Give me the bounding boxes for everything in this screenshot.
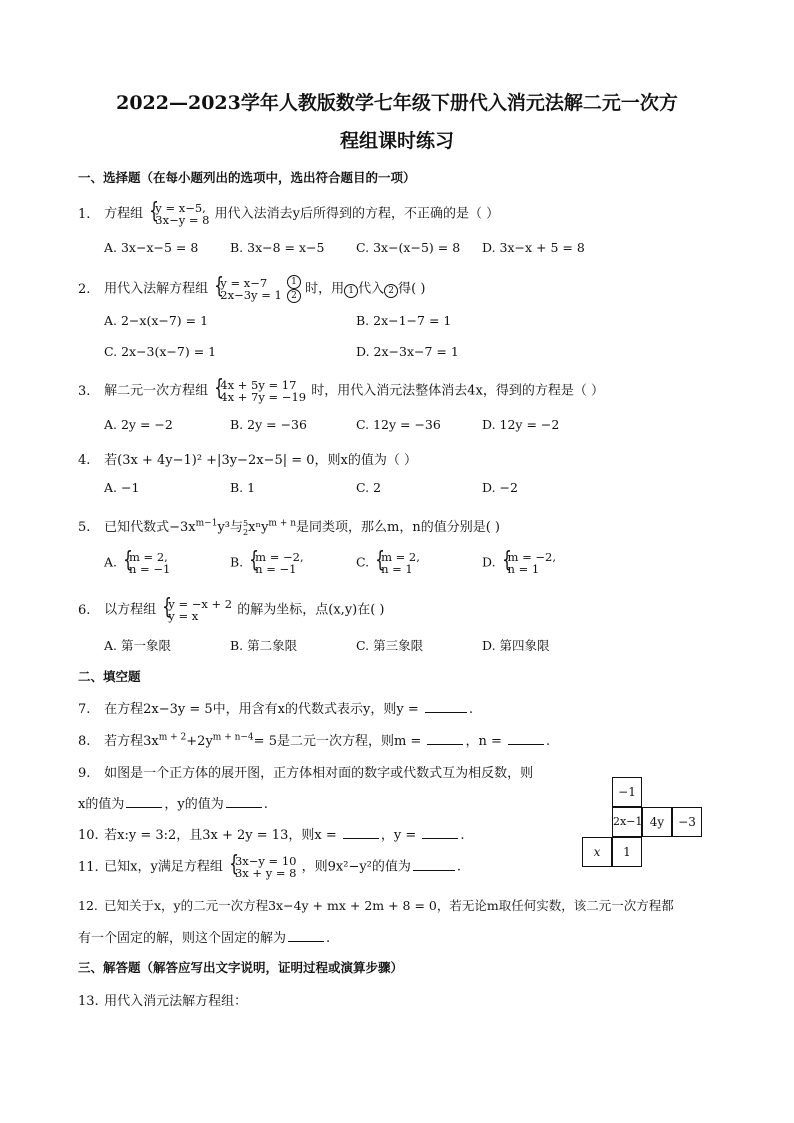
option-b[interactable]: [230, 551, 305, 575]
answer-blank[interactable]: [422, 827, 458, 839]
question-text: 已知代数式−3x: [104, 520, 196, 535]
equation: 3x−y = 8: [155, 213, 210, 227]
answer-blank[interactable]: [288, 930, 324, 942]
question-text: .: [326, 931, 331, 946]
question-4: [78, 449, 417, 468]
section-heading-fill: 二、填空题: [78, 669, 141, 684]
equation: n = 1: [507, 562, 540, 576]
option-a[interactable]: A. −1: [104, 480, 140, 495]
question-1: [78, 202, 499, 226]
circled-number: 1: [287, 275, 301, 289]
equation: { 3x−y = 10: [234, 854, 297, 868]
equation-system: [500, 551, 556, 575]
answer-blank[interactable]: [508, 733, 544, 745]
question-text: .: [468, 702, 473, 717]
equation: n = −1: [129, 562, 171, 576]
question-number: 4.: [78, 453, 91, 468]
option-d[interactable]: D. 第四象限: [482, 638, 550, 653]
option-b[interactable]: B. 1: [230, 480, 256, 495]
circled-number: 2: [384, 284, 398, 298]
question-3: [78, 379, 604, 403]
equation: { 4x + 5y = 17: [220, 378, 297, 392]
question-text: = 5是二元一次方程，则m =: [253, 734, 426, 749]
option-c[interactable]: C. 2x−3(x−7) = 1: [104, 344, 217, 359]
question-text: 时，用: [305, 281, 345, 297]
question-text: ，y =: [380, 828, 421, 843]
question-9: [78, 762, 533, 781]
question-8: [78, 730, 550, 749]
question-12: [78, 896, 674, 914]
question-text: xⁿy: [248, 520, 269, 535]
question-number: 6.: [78, 602, 91, 618]
circled-number: 1: [344, 284, 358, 298]
question-5: [78, 516, 500, 537]
option-a[interactable]: [104, 551, 171, 575]
answer-blank[interactable]: [413, 859, 455, 871]
option-label: D.: [482, 554, 496, 570]
question-12-line2: [78, 927, 330, 946]
question-number: 8.: [78, 734, 91, 749]
answer-blank[interactable]: [226, 796, 262, 808]
equation-system: [160, 598, 232, 622]
page-title-line2: 程组课时练习: [339, 130, 454, 152]
exponent: m−1: [195, 518, 218, 529]
equation-system: [212, 379, 306, 403]
net-cell: −3: [672, 807, 702, 837]
equation-system: [227, 855, 297, 879]
question-text: 方程组: [104, 206, 144, 222]
question-text: 用代入法解方程组: [104, 281, 209, 297]
equation-system: [212, 277, 282, 301]
equation: 4x + 7y = −19: [220, 390, 307, 404]
exponent: m + n: [268, 518, 297, 529]
question-text: ，y的值为: [164, 797, 224, 812]
exponent: m + 2: [158, 732, 187, 743]
option-c[interactable]: [356, 551, 421, 575]
equation: { m = 2,: [129, 550, 168, 564]
question-number: 10.: [78, 828, 99, 843]
question-text: 以方程组: [104, 602, 157, 618]
option-a[interactable]: A. 2y = −2: [104, 417, 173, 432]
question-number: 1.: [78, 206, 91, 222]
question-text: .: [545, 734, 551, 749]
option-a[interactable]: A. 3x−x−5 = 8: [104, 240, 199, 255]
question-text: .: [456, 859, 462, 875]
question-text: y³与: [217, 520, 244, 535]
option-d[interactable]: D. 2x−3x−7 = 1: [356, 344, 459, 359]
option-a[interactable]: A. 第一象限: [104, 638, 171, 653]
question-text: 在方程2x−3y = 5中，用含有x的代数式表示y，则y =: [104, 702, 423, 717]
option-b[interactable]: B. 第二象限: [230, 638, 298, 653]
question-text: 代入: [358, 281, 385, 297]
equation: { y = x−5,: [155, 201, 206, 215]
option-b[interactable]: B. 2y = −36: [230, 417, 307, 432]
section-heading-answer: 三、解答题（解答应写出文字说明，证明过程或演算步骤）: [78, 960, 404, 975]
answer-blank[interactable]: [343, 827, 379, 839]
net-cell: 4y: [642, 807, 672, 837]
equation: 3x + y = 8: [234, 866, 297, 880]
option-c[interactable]: C. 3x−(x−5) = 8: [356, 240, 461, 255]
question-10: [78, 824, 465, 843]
option-a[interactable]: A. 2−x(x−7) = 1: [104, 313, 209, 328]
question-text: 用代入消元法解方程组：: [104, 994, 248, 1009]
question-2: [78, 275, 425, 303]
option-d[interactable]: D. −2: [482, 480, 518, 495]
option-c[interactable]: C. 12y = −36: [356, 417, 441, 432]
question-text: ，则9x²−y²的值为: [301, 859, 411, 875]
question-11: [78, 855, 461, 879]
equation: y = x: [168, 609, 199, 623]
question-text: 用代入法消去y后所得到的方程，不正确的是（ ）: [214, 206, 500, 222]
question-text: 若(3x + 4y−1)² +|3y−2x−5| = 0，则x的值为（ ）: [104, 453, 417, 468]
question-9-line2: [78, 793, 268, 812]
question-text: x的值为: [78, 797, 125, 812]
question-text: .: [460, 828, 465, 843]
question-number: 5.: [78, 520, 91, 535]
question-number: 7.: [78, 702, 91, 717]
circled-number: 2: [287, 289, 301, 303]
question-text: 是同类项，那么m，n的值分别是( ): [296, 520, 500, 535]
question-number: 3.: [78, 383, 91, 399]
option-b[interactable]: B. 3x−8 = x−5: [230, 240, 325, 255]
question-number: 13.: [78, 994, 99, 1009]
option-b[interactable]: B. 2x−1−7 = 1: [356, 313, 452, 328]
equation-system: [373, 551, 420, 575]
option-d[interactable]: D. 12y = −2: [482, 417, 560, 432]
equation: { y = −x + 2: [168, 597, 233, 611]
question-number: 12.: [78, 898, 98, 913]
question-text: +2y: [186, 734, 213, 749]
equation: { m = −2,: [507, 550, 557, 564]
option-label: B.: [230, 554, 244, 570]
exponent: m + n−4: [212, 732, 254, 743]
question-text: 已知x，y满足方程组: [104, 859, 223, 875]
question-text: 时，用代入消元法整体消去4x，得到的方程是（ ）: [311, 383, 604, 399]
page-title-line1: 2022—2023学年人教版数学七年级下册代入消元法解二元一次方: [116, 92, 678, 114]
question-text: ，n =: [465, 734, 506, 749]
equation-system: [121, 551, 170, 575]
question-text: 若方程3x: [104, 734, 159, 749]
option-c[interactable]: C. 第三象限: [356, 638, 424, 653]
question-text: 如图是一个正方体的展开图，正方体相对面的数字或代数式互为相反数，则: [104, 766, 534, 781]
question-13: [78, 990, 247, 1009]
equation-markers: [287, 275, 301, 303]
option-label: C.: [356, 554, 370, 570]
answer-blank[interactable]: [126, 796, 162, 808]
option-label: A.: [104, 554, 118, 570]
question-6: [78, 598, 385, 622]
question-text: .: [263, 797, 268, 812]
net-cell: −1: [612, 777, 642, 807]
equation-system: [147, 202, 209, 226]
net-cell: x: [582, 837, 612, 867]
question-number: 2.: [78, 281, 91, 297]
option-d[interactable]: D. 3x−x + 5 = 8: [482, 240, 585, 255]
equation: n = 1: [381, 562, 413, 576]
net-cell: 1: [612, 837, 642, 867]
equation: { y = x−7: [220, 276, 268, 290]
answer-blank[interactable]: [425, 701, 467, 713]
equation: 2x−3y = 1: [220, 288, 282, 302]
equation: n = −1: [255, 562, 297, 576]
question-text: 的解为坐标，点(x,y)在( ): [237, 602, 385, 618]
numerator: 5: [243, 518, 249, 528]
answer-blank[interactable]: [427, 733, 463, 745]
question-number: 9.: [78, 766, 91, 781]
question-7: [78, 698, 473, 717]
question-text: 解二元一次方程组: [104, 383, 209, 399]
net-cell: 2x−1: [612, 807, 642, 837]
denominator: 2: [243, 527, 249, 537]
section-heading-choice: 一、选择题（在每小题列出的选项中，选出符合题目的一项）: [78, 170, 416, 185]
equation: { m = 2,: [381, 550, 420, 564]
question-text: 得( ): [398, 281, 426, 297]
question-number: 11.: [78, 859, 99, 875]
equation: { m = −2,: [255, 550, 304, 564]
question-text: 若x:y = 3:2，且3x + 2y = 13，则x =: [104, 828, 341, 843]
question-text: 已知关于x，y的二元一次方程3x−4y + mx + 2m + 8 = 0，若无论m取任何实数，该二元一次方程都: [103, 898, 674, 913]
option-d[interactable]: [482, 551, 557, 575]
equation-system: [247, 551, 303, 575]
cube-net-figure: [582, 777, 722, 867]
question-text: 有一个固定的解，则这个固定的解为: [78, 931, 287, 946]
option-c[interactable]: C. 2: [356, 480, 382, 495]
